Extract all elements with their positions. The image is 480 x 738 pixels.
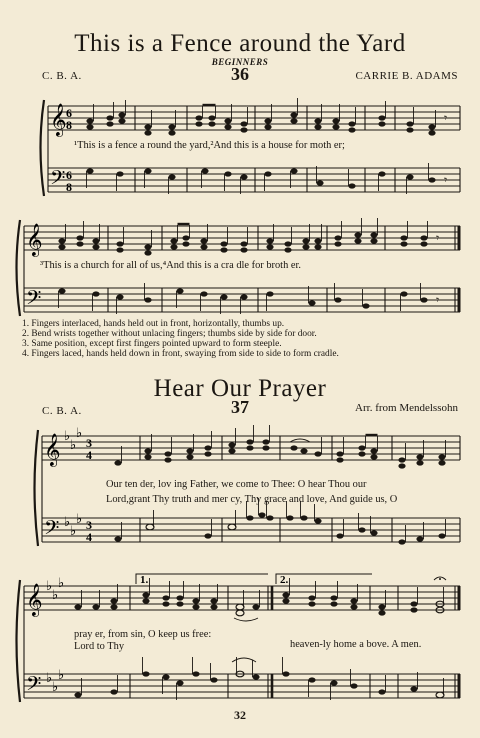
svg-text:♭: ♭ (70, 437, 77, 452)
ending-2-label: 2. (280, 574, 289, 586)
bass-clef-icon: 𝄢 (44, 518, 60, 544)
volta-brackets (136, 574, 372, 586)
treble-clef-icon: 𝄞 (26, 585, 43, 616)
hymn36-footnotes (22, 319, 339, 359)
bass-staff (24, 674, 460, 698)
ending-1-label: 1. (140, 574, 149, 586)
hymn37-title: Hear Our Prayer (153, 375, 327, 402)
bass-clef-icon: 𝄢 (26, 674, 42, 700)
svg-text:𝄾: 𝄾 (436, 293, 440, 307)
hymn37-lyrics-line1a: Our ten der, lov ing Father, we come to Thee: O hear Thou our (106, 479, 367, 490)
hymn37-lyrics-line2c: heaven-ly home a bove. A men. (290, 639, 422, 650)
footnote: 4. Fingers laced, hands held down in front, swaying from side to side to form cradle. (22, 349, 339, 359)
svg-text:4: 4 (86, 530, 92, 544)
svg-text:♭: ♭ (76, 425, 83, 440)
time-signature (66, 106, 72, 194)
hymn37-arranger: Arr. from Mendelssohn (355, 402, 458, 414)
svg-text:6: 6 (66, 168, 72, 182)
hymn36-title: This is a Fence around the Yard (74, 30, 406, 57)
svg-text:♭: ♭ (64, 428, 71, 443)
svg-text:♭: ♭ (46, 670, 53, 685)
bass-staff (42, 518, 460, 542)
svg-text:8: 8 (66, 180, 72, 194)
svg-text:𝄾: 𝄾 (444, 173, 448, 187)
page-number: 32 (234, 708, 246, 722)
brace (35, 430, 39, 546)
hymn37-number: 37 (231, 397, 249, 417)
hymn36-lyrics-line1: ¹This is a fence a round the yard,²And this is a house for moth er; (74, 140, 345, 151)
svg-text:♭: ♭ (52, 679, 59, 694)
svg-text:8: 8 (66, 118, 72, 132)
treble-clef-icon: 𝄞 (50, 105, 67, 136)
svg-text:♭: ♭ (58, 575, 65, 590)
hymn37-lyrics-line2a: pray er, from sin, O keep us free: (74, 629, 212, 640)
hymn36-number: 36 (231, 64, 249, 84)
bass-clef-icon: 𝄢 (50, 168, 66, 194)
hymn36-author: CARRIE B. ADAMS (355, 70, 458, 82)
bass-staff (48, 168, 460, 192)
svg-text:6: 6 (66, 106, 72, 120)
svg-text:♭: ♭ (70, 523, 77, 538)
hymn37-composer: C. B. A. (42, 405, 82, 417)
svg-text:♭: ♭ (52, 587, 59, 602)
hymn36-lyrics-line2: ³This is a church for all of us,⁴And this is a cra dle for broth er. (40, 260, 301, 271)
svg-text:𝄾: 𝄾 (436, 231, 440, 245)
treble-clef-icon: 𝄞 (26, 225, 43, 256)
svg-text:4: 4 (86, 448, 92, 462)
footnote: 3. Same position, except first fingers pointed upward to form steeple. (22, 339, 282, 349)
hymn36-composer: C. B. A. (42, 70, 82, 82)
footnote: 1. Fingers interlaced, hands held out in front, horizontally, thumbs up. (22, 319, 285, 329)
hymn37-system2 (0, 566, 480, 706)
svg-text:𝄾: 𝄾 (444, 111, 448, 125)
treble-clef-icon: 𝄞 (44, 435, 61, 466)
hymn37-lyrics-line2b: Lord to Thy (74, 641, 125, 652)
svg-text:♭: ♭ (76, 511, 83, 526)
key-signature-flats (46, 575, 64, 694)
brace (17, 220, 21, 316)
svg-text:♭: ♭ (64, 514, 71, 529)
bass-clef-icon: 𝄢 (26, 288, 42, 314)
svg-text:3: 3 (86, 518, 92, 532)
svg-text:♭: ♭ (46, 578, 53, 593)
hymn37-lyrics-line1b: Lord,grant Thy truth and mer cy, Thy grace and love, And guide us, O (106, 494, 398, 505)
treble-staff (24, 226, 460, 250)
brace (41, 100, 45, 196)
brace (17, 580, 21, 702)
svg-text:3: 3 (86, 436, 92, 450)
treble-staff (24, 586, 460, 610)
footnote: 2. Bend wrists together without unlacing fingers; thumbs side by side for door. (22, 329, 317, 339)
svg-text:♭: ♭ (58, 667, 65, 682)
time-signature (86, 436, 92, 544)
hymn36-category: BEGINNERS (211, 57, 269, 67)
bass-staff (24, 288, 460, 312)
